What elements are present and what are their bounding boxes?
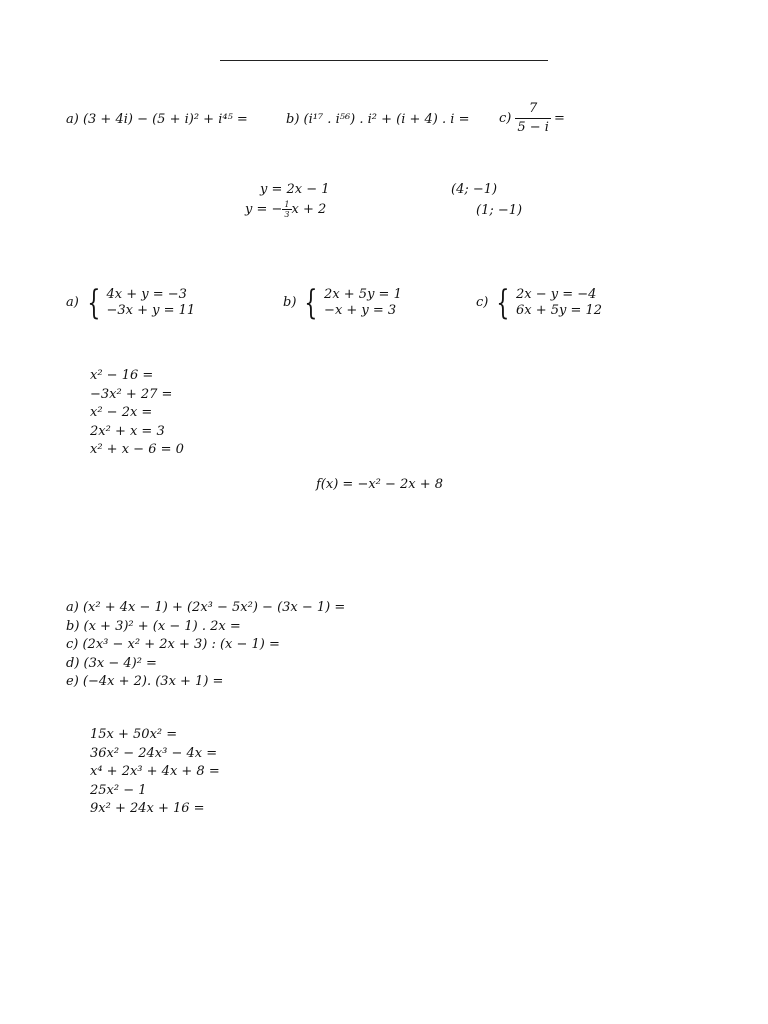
brace-icon: { (304, 283, 318, 323)
brace-icon: { (496, 283, 510, 323)
fraction-numerator: 1 (284, 200, 290, 209)
list-item: 25x² − 1 (90, 782, 147, 798)
fraction-numerator: 7 (529, 101, 538, 116)
exercise-1c-fraction (515, 100, 551, 137)
list-item: −3x² + 27 = (90, 386, 173, 402)
system-a (66, 283, 196, 323)
fraction-denominator: 3 (284, 210, 290, 219)
quadratic-list (90, 367, 184, 460)
function-definition: f(x) = −x² − 2x + 8 (316, 477, 444, 492)
exercise-1b: b) (i¹⁷ . i⁵⁶) . i² + (i + 4) . i = (286, 112, 470, 127)
brace-icon: { (87, 283, 101, 323)
factoring-list (90, 726, 220, 819)
list-item: x⁴ + 2x³ + 4x + 8 = (90, 764, 220, 779)
line-equation-2-suffix: x + 2 (291, 201, 327, 217)
line-equation-2 (245, 200, 326, 219)
system-b-equation-1: 2x + 5y = 1 (324, 287, 402, 302)
list-item: b) (x + 3)² + (x − 1) . 2x = (66, 618, 241, 634)
system-b-equation-2: −x + y = 3 (324, 303, 397, 318)
system-a-equation-2: −3x + y = 11 (106, 303, 196, 318)
system-a-equation-1: 4x + y = −3 (106, 287, 187, 302)
point-1: (4; −1) (451, 182, 498, 197)
system-c-equation-1: 2x − y = −4 (516, 287, 597, 302)
polynomial-operations-list (66, 599, 345, 692)
list-item: e) (−4x + 2). (3x + 1) = (66, 674, 224, 689)
list-item: x² − 16 = (90, 368, 154, 383)
system-c (476, 283, 603, 323)
list-item: a) (x² + 4x − 1) + (2x³ − 5x²) − (3x − 1) = (66, 600, 346, 615)
line-equation-2-fraction (282, 200, 291, 219)
equals-sign: = (553, 110, 565, 126)
title-underline (220, 60, 548, 61)
fraction-denominator: 5 − i (517, 120, 549, 135)
list-item: 15x + 50x² = (90, 727, 178, 742)
system-b (283, 283, 402, 323)
list-item: x² − 2x = (90, 405, 153, 420)
system-a-label: a) (66, 295, 79, 310)
line-equation-2-prefix: y = − (245, 201, 283, 217)
exercise-1c (499, 100, 565, 137)
system-c-label: c) (476, 295, 489, 310)
list-item: 9x² + 24x + 16 = (90, 801, 205, 816)
system-c-equation-2: 6x + 5y = 12 (516, 303, 603, 318)
list-item: x² + x − 6 = 0 (90, 442, 184, 457)
list-item: 36x² − 24x³ − 4x = (90, 745, 218, 761)
list-item: c) (2x³ − x² + 2x + 3) : (x − 1) = (66, 637, 280, 652)
exercise-1a: a) (3 + 4i) − (5 + i)² + i⁴⁵ = (66, 112, 248, 127)
system-b-label: b) (283, 295, 297, 310)
line-equation-1: y = 2x − 1 (260, 182, 330, 197)
exercise-1c-label: c) (499, 110, 512, 126)
point-2: (1; −1) (476, 203, 523, 218)
list-item: d) (3x − 4)² = (66, 655, 157, 671)
list-item: 2x² + x = 3 (90, 423, 165, 439)
